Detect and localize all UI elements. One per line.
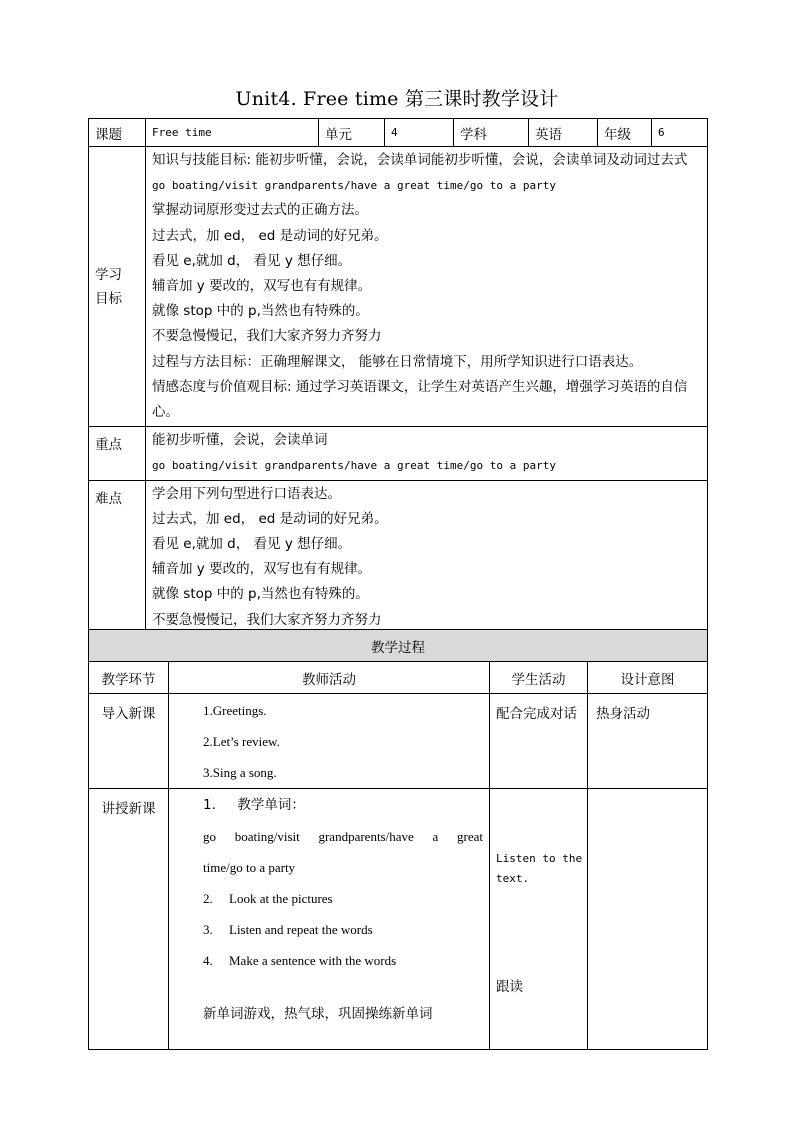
teaching-stage: 讲授新课 <box>89 789 169 1050</box>
teaching-row <box>89 789 708 1050</box>
objective-line: 辅音加 y 要改的，双写也有有规律。 <box>152 278 372 295</box>
teaching-item: 4. Make a sentence with the words <box>203 953 397 968</box>
intro-student: 配合完成对话 <box>490 694 588 789</box>
topic-label: 课题 <box>89 119 146 147</box>
grade-label: 年级 <box>598 119 652 147</box>
topic-value: Free time <box>146 119 319 147</box>
teaching-teacher <box>169 789 490 1050</box>
col-header-student: 学生活动 <box>490 662 588 694</box>
intro-teacher <box>169 694 490 789</box>
difficulty-line: 就像 stop 中的 p,当然也有特殊的。 <box>152 586 369 603</box>
teaching-process-table <box>88 629 708 1050</box>
objectives-content <box>146 147 708 427</box>
teaching-item: 3. Listen and repeat the words <box>203 922 373 937</box>
difficulty-line: 看见 e,就加 d， 看见 y 想仔细。 <box>152 536 352 553</box>
intro-teacher-item: 1.Greetings. <box>203 703 267 718</box>
teaching-intent <box>588 789 708 1050</box>
key-point-line: go boating/visit grandparents/have a great time/go to a party <box>152 459 556 473</box>
objective-line: 不要急慢慢记，我们大家齐努力齐努力 <box>152 328 382 345</box>
objective-line: 知识与技能目标: 能初步听懂，会说，会读单词能初步听懂，会说，会读单词及动词过去式 <box>152 152 688 168</box>
col-header-teacher: 教师活动 <box>169 662 490 694</box>
objective-line: 过程与方法目标：正确理解课文， 能够在日常情境下，用所学知识进行口语表达。 <box>152 353 643 370</box>
key-point-line: 能初步听懂，会说，会读单词 <box>152 432 328 449</box>
unit-label: 单元 <box>319 119 385 147</box>
key-points-label: 重点 <box>89 427 146 480</box>
difficulties-content <box>146 480 708 634</box>
intro-stage: 导入新课 <box>89 694 169 789</box>
objectives-label <box>89 147 146 427</box>
difficulties-label: 难点 <box>89 480 146 634</box>
intro-teacher-item: 3.Sing a song. <box>203 765 277 780</box>
objectives-label-line2: 目标 <box>95 290 122 307</box>
page-title: Unit4. Free time 第三课时教学设计 <box>235 88 559 110</box>
difficulty-line: 过去式，加 ed， ed 是动词的好兄弟。 <box>152 510 388 527</box>
objectives-row <box>89 147 708 427</box>
info-row <box>89 119 708 147</box>
objective-line: 看见 e,就加 d， 看见 y 想仔细。 <box>152 252 352 269</box>
intro-row <box>89 694 708 789</box>
teaching-game: 新单词游戏，热气球，巩固操练新单词 <box>203 1006 433 1022</box>
key-points-row <box>89 427 708 480</box>
intro-teacher-item: 2.Let’s review. <box>203 734 280 749</box>
teaching-student <box>490 789 588 1050</box>
lesson-info-table <box>88 118 708 635</box>
key-points-content <box>146 427 708 480</box>
unit-value: 4 <box>385 119 454 147</box>
teaching-item: 2. Look at the pictures <box>203 891 333 906</box>
objective-line: 情感态度与价值观目标: 通过学习英语课文，让学生对英语产生兴趣，增强学习英语的自信心。 <box>152 378 688 421</box>
difficulty-line: 不要急慢慢记，我们大家齐努力齐努力 <box>152 611 382 628</box>
process-title-row <box>89 630 708 662</box>
objective-line: 过去式，加 ed， ed 是动词的好兄弟。 <box>152 227 388 244</box>
objectives-label-line1: 学习 <box>95 266 122 283</box>
teaching-words: time/go to a party <box>203 860 296 875</box>
teaching-student-listen: Listen to the text. <box>496 852 583 885</box>
difficulty-line: 学会用下列句型进行口语表达。 <box>152 485 341 502</box>
process-header-row <box>89 662 708 694</box>
process-title: 教学过程 <box>89 630 708 662</box>
objective-line: 就像 stop 中的 p,当然也有特殊的。 <box>152 303 369 320</box>
difficulties-row <box>89 480 708 634</box>
teaching-words: go boating/visit grandparents/have a great <box>203 829 483 844</box>
objective-line: go boating/visit grandparents/have a great time/go to a party <box>152 179 556 193</box>
teaching-item: 1. 教学单词： <box>203 797 305 813</box>
subject-label: 学科 <box>454 119 529 147</box>
col-header-stage: 教学环节 <box>89 662 169 694</box>
teaching-student-repeat: 跟读 <box>496 979 523 995</box>
subject-value: 英语 <box>529 119 598 147</box>
difficulty-line: 辅音加 y 要改的，双写也有有规律。 <box>152 561 372 578</box>
col-header-intent: 设计意图 <box>588 662 708 694</box>
objective-line: 掌握动词原形变过去式的正确方法。 <box>152 202 368 219</box>
grade-value: 6 <box>652 119 708 147</box>
intro-intent: 热身活动 <box>588 694 708 789</box>
